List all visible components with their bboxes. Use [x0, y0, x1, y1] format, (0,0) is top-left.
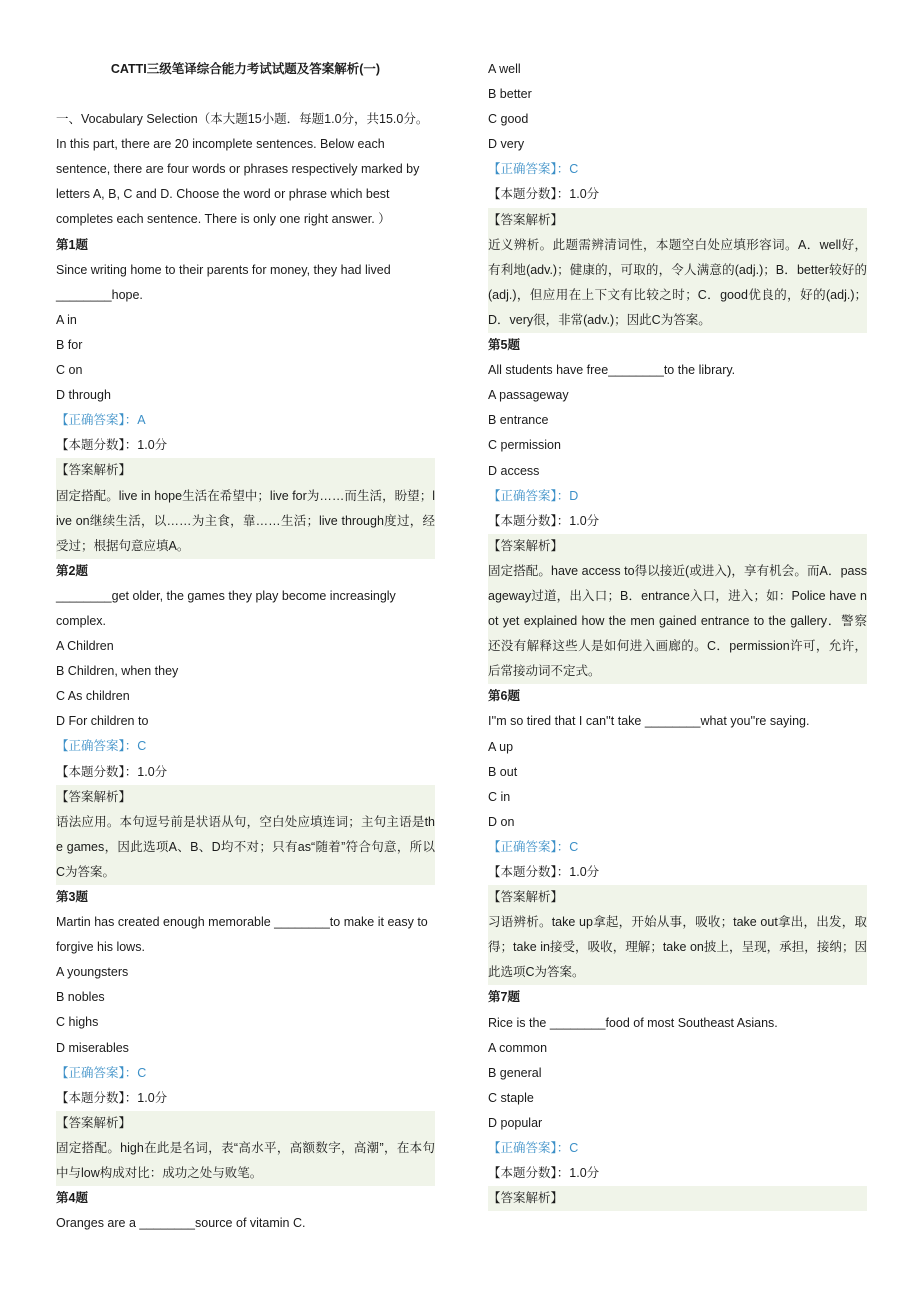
explanation-box [56, 785, 435, 885]
document-title: CATTI三级笔译综合能力考试试题及答案解析(一) [110, 62, 381, 76]
question-stem: Rice is the ________food of most Southeast Asians. [488, 1015, 778, 1030]
score-label: 【本题分数】： [56, 438, 138, 453]
question-4-continued [488, 57, 867, 333]
explanation-label: 【答案解析】 [488, 890, 564, 905]
explanation-label: 【答案解析】 [488, 212, 564, 227]
score-label: 【本题分数】： [56, 764, 138, 779]
option-b: B out [488, 764, 518, 779]
score-value: 1.0分 [569, 1166, 600, 1181]
correct-answer [488, 1136, 867, 1161]
option-a: A up [488, 739, 514, 754]
explanation-text: 语法应用。本句逗号前是状语从句，空白处应填连词；主句主语是the games，因此选项A、B、D均不对；只有as“随着”符合句意，所以C为答案。 [56, 814, 435, 879]
option-d: D miserables [56, 1040, 129, 1055]
explanation-text: 固定搭配。high在此是名词，表“高水平，高额数字，高潮”，在本句中与low构成对比：成功之处与败笔。 [56, 1140, 435, 1181]
question-heading: 第7题 [488, 990, 520, 1005]
explanation-box [56, 458, 435, 558]
answer-label: 【正确答案】： [56, 1065, 138, 1080]
option-a: A Children [56, 639, 114, 654]
option-d: D through [56, 388, 111, 403]
answer-label: 【正确答案】： [56, 413, 138, 428]
explanation-text: 固定搭配。have access to得以接近(或进入)，享有机会。而A．passageway过道，出入口；B．entrance入口，进入；如：Police have not yet explained how the men gained entrance to the gallery．警察还没有解释这些人是如何进入画廊的。C．permission许可，允许，后常接动词不定式。 [488, 563, 867, 679]
question-4-start [56, 1186, 435, 1236]
option-c: C on [56, 363, 83, 378]
answer-value: C [569, 839, 579, 854]
option-c: C highs [56, 1015, 99, 1030]
question-heading: 第1题 [56, 237, 88, 252]
answer-label: 【正确答案】： [488, 162, 570, 177]
question-stem: Martin has created enough memorable ________to make it easy to forgive his lows. [56, 915, 428, 955]
score-label: 【本题分数】： [488, 1166, 570, 1181]
question-score [488, 509, 867, 534]
option-c: C As children [56, 689, 130, 704]
explanation-text: 习语辨析。take up拿起，开始从事，吸收；take out拿出，出发，取得；take in接受，吸收，理解；take on披上，呈现，承担，接纳；因此选项C为答案。 [488, 915, 867, 980]
option-a: A common [488, 1040, 548, 1055]
score-label: 【本题分数】： [488, 187, 570, 202]
correct-answer [488, 484, 867, 509]
section-intro: 一、Vocabulary Selection（本大题15小题．每题1.0分，共15.0分。In this part, there are 20 incomplete sentences. Below each sentence, there are four words or phrases respectively marked by letters A, B, C and D. Choose the word or phrase which best completes each sentence. There is only one right answer. ） [56, 112, 429, 227]
answer-label: 【正确答案】： [488, 839, 570, 854]
explanation-box [56, 1111, 435, 1186]
correct-answer [56, 1061, 435, 1086]
question-heading: 第3题 [56, 890, 88, 904]
score-value: 1.0分 [137, 438, 168, 453]
question-5 [488, 333, 867, 684]
option-d: D very [488, 137, 525, 152]
question-score [56, 1086, 435, 1111]
option-d: D popular [488, 1115, 543, 1130]
answer-label: 【正确答案】： [56, 739, 138, 754]
question-heading: 第2题 [56, 563, 88, 578]
answer-value: C [569, 162, 579, 177]
question-stem: All students have free________to the library. [488, 363, 736, 378]
question-stem: Oranges are a ________source of vitamin C. [56, 1216, 306, 1231]
explanation-label: 【答案解析】 [488, 538, 564, 553]
score-value: 1.0分 [569, 865, 600, 879]
score-value: 1.0分 [137, 1090, 168, 1105]
question-score [488, 1161, 867, 1186]
score-label: 【本题分数】： [488, 865, 570, 879]
option-d: D access [488, 463, 540, 478]
explanation-label: 【答案解析】 [56, 789, 132, 804]
option-b: B better [488, 87, 532, 102]
option-d: D on [488, 814, 515, 829]
question-1 [56, 233, 435, 559]
explanation-label: 【答案解析】 [56, 463, 132, 478]
explanation-box [488, 885, 867, 985]
score-label: 【本题分数】： [56, 1090, 138, 1105]
question-stem: Since writing home to their parents for money, they had lived ________hope. [56, 262, 391, 302]
option-c: C in [488, 789, 511, 804]
option-b: B general [488, 1065, 542, 1080]
question-score [488, 182, 867, 207]
question-stem: I''m so tired that I can''t take ________what you''re saying. [488, 714, 810, 729]
right-column [488, 57, 867, 1211]
option-d: D For children to [56, 714, 149, 729]
answer-value: C [137, 1065, 147, 1080]
explanation-text: 近义辨析。此题需辨清词性，本题空白处应填形容词。A．well好，有利地(adv.)；健康的，可取的，令人满意的(adj.)；B．better较好的(adj.)，但应用在上下文有比较之时；C．good优良的，好的(adj.)；D．very很，非常(adv.)；因此C为答案。 [488, 237, 867, 327]
question-stem: ________get older, the games they play become increasingly complex. [56, 588, 396, 628]
answer-value: C [569, 1141, 579, 1156]
answer-value: D [569, 488, 579, 503]
option-a: A well [488, 62, 521, 76]
option-c: C good [488, 112, 529, 127]
explanation-box [488, 208, 867, 333]
question-heading: 第4题 [56, 1191, 88, 1206]
answer-value: C [137, 739, 147, 754]
question-score [56, 760, 435, 785]
question-heading: 第6题 [488, 689, 520, 704]
correct-answer [56, 734, 435, 759]
explanation-label: 【答案解析】 [488, 1191, 564, 1206]
option-b: B nobles [56, 990, 105, 1005]
question-6 [488, 684, 867, 985]
explanation-label: 【答案解析】 [56, 1115, 132, 1130]
correct-answer [56, 408, 435, 433]
score-value: 1.0分 [569, 513, 600, 528]
answer-label: 【正确答案】： [488, 1141, 570, 1156]
correct-answer [488, 157, 867, 182]
question-3 [56, 885, 435, 1186]
score-label: 【本题分数】： [488, 513, 570, 528]
left-column [56, 57, 435, 1236]
explanation-text: 固定搭配。live in hope生活在希望中；live for为……而生活，盼望；live on继续生活，以……为主食，靠……生活；live through度过，经受过；根据句意应填A。 [56, 488, 435, 553]
question-score [488, 860, 867, 885]
question-2 [56, 559, 435, 885]
option-a: A youngsters [56, 965, 129, 980]
option-a: A in [56, 312, 77, 327]
explanation-box [488, 1186, 867, 1211]
option-c: C staple [488, 1090, 534, 1105]
question-score [56, 433, 435, 458]
score-value: 1.0分 [569, 187, 600, 202]
question-heading: 第5题 [488, 338, 520, 353]
score-value: 1.0分 [137, 764, 168, 779]
question-7 [488, 985, 867, 1211]
answer-value: A [137, 413, 146, 428]
option-b: B for [56, 337, 83, 352]
option-a: A passageway [488, 388, 569, 403]
answer-label: 【正确答案】： [488, 488, 570, 503]
option-b: B Children, when they [56, 664, 179, 679]
correct-answer [488, 835, 867, 860]
option-c: C permission [488, 438, 561, 453]
explanation-box [488, 534, 867, 685]
option-b: B entrance [488, 413, 549, 428]
